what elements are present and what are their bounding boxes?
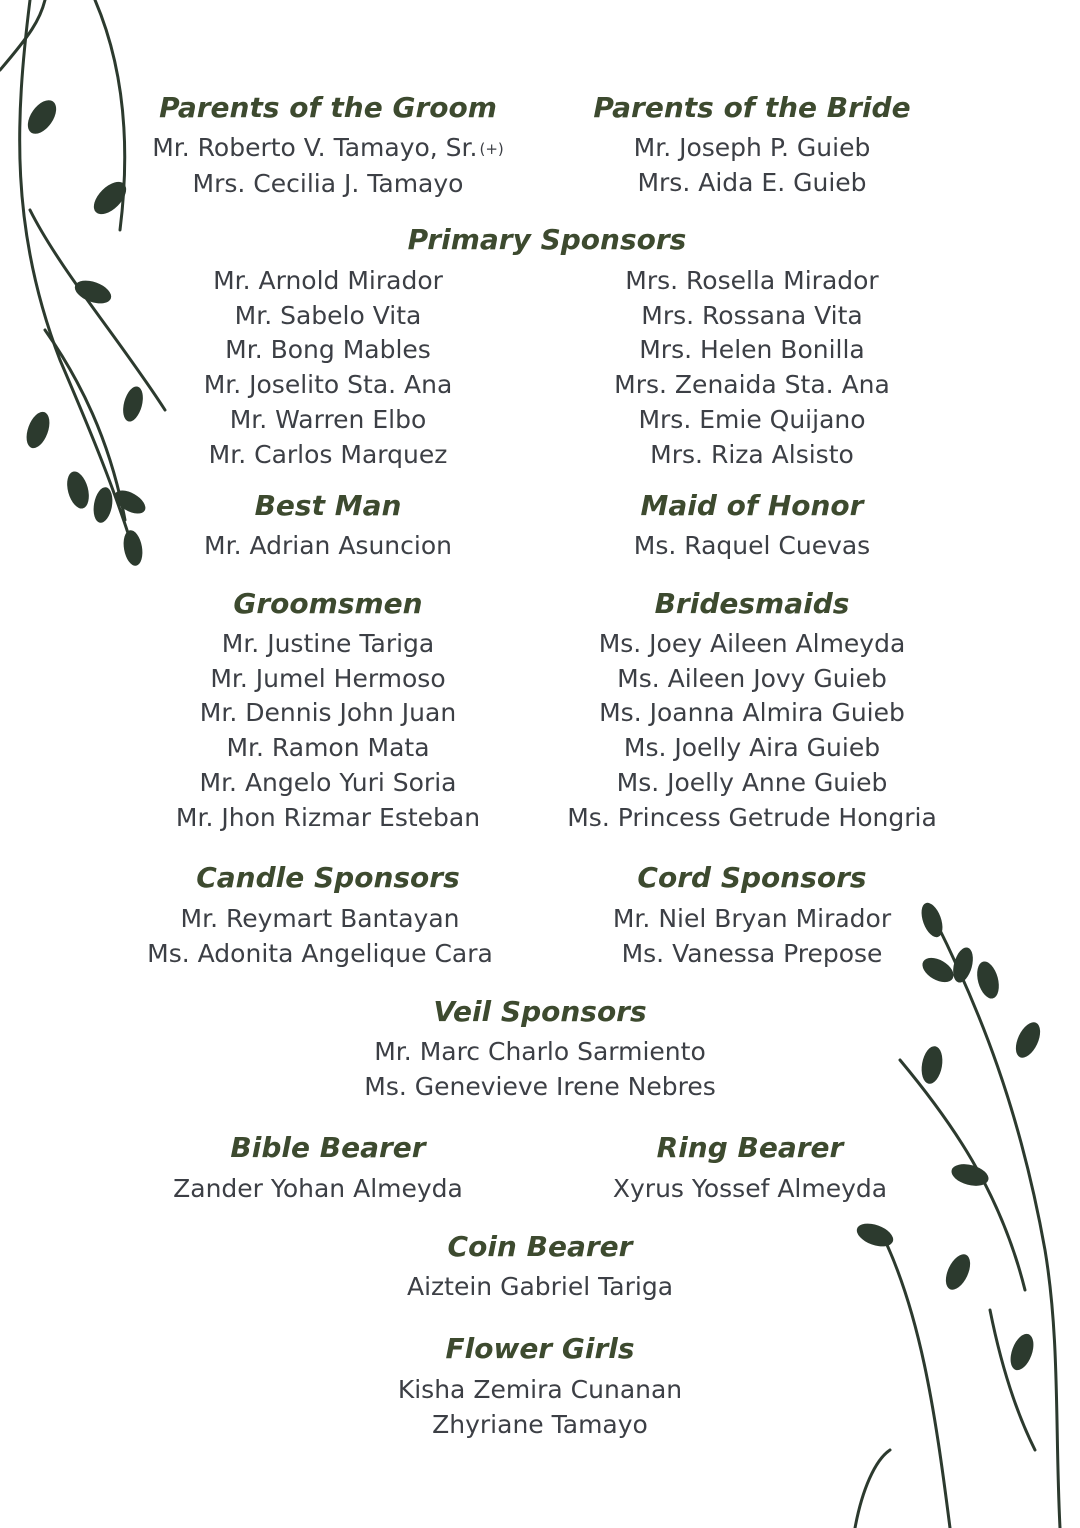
name-line: Mrs. Emie Quijano xyxy=(638,404,866,434)
section-heading-maid-of-honor: Maid of Honor xyxy=(640,489,864,522)
name-line: Mr. Carlos Marquez xyxy=(208,439,448,469)
name-line: Mr. Roberto V. Tamayo, Sr. (+) xyxy=(152,133,504,162)
bible-bearer-list xyxy=(173,1172,463,1207)
section-heading-groomsmen: Groomsmen xyxy=(233,587,423,620)
name-line: Mr. Angelo Yuri Soria xyxy=(199,767,457,797)
name-line: Ms. Joelly Aira Guieb xyxy=(623,733,881,763)
name-line: Mrs. Aida E. Guieb xyxy=(637,167,867,197)
name-line: Xyrus Yossef Almeyda xyxy=(612,1174,888,1203)
section-heading-candle-sponsors: Candle Sponsors xyxy=(196,861,460,894)
section-heading-coin-bearer: Coin Bearer xyxy=(447,1230,633,1263)
section-heading-parents-bride: Parents of the Bride xyxy=(593,91,911,124)
name-line: Mr. Marc Charlo Sarmiento xyxy=(374,1037,706,1066)
name-line: Ms. Princess Getrude Hongria xyxy=(567,802,937,832)
name-line: Mr. Niel Bryan Mirador xyxy=(612,904,892,933)
cord-sponsors-list xyxy=(613,902,891,971)
coin-bearer-list xyxy=(407,1270,673,1305)
name-line: Ms. Joelly Anne Guieb xyxy=(616,767,888,797)
name-line: Mr. Adrian Asuncion xyxy=(204,531,452,560)
name-line: Mr. Reymart Bantayan xyxy=(180,904,460,933)
bridesmaids-list xyxy=(567,627,937,835)
flower-girls-list xyxy=(398,1373,682,1442)
name-line: Mr. Justine Tariga xyxy=(221,629,435,658)
name-line: Mrs. Helen Bonilla xyxy=(639,335,865,365)
name-line: Mr. Warren Elbo xyxy=(229,404,427,434)
groomsmen-list xyxy=(176,627,480,835)
name-line: Ms. Vanessa Prepose xyxy=(621,938,883,968)
primary-sponsors-left-list xyxy=(204,264,453,472)
name-line: Zhyriane Tamayo xyxy=(432,1409,648,1439)
name-line: Mr. Jhon Rizmar Esteban xyxy=(175,802,481,832)
name-line: Mrs. Zenaida Sta. Ana xyxy=(614,370,890,400)
section-heading-veil-sponsors: Veil Sponsors xyxy=(433,995,647,1028)
name-line: Mrs. Rossana Vita xyxy=(641,300,863,330)
section-heading-best-man: Best Man xyxy=(254,489,402,522)
name-line: Mrs. Riza Alsisto xyxy=(650,439,854,469)
name-line: Ms. Raquel Cuevas xyxy=(633,531,871,560)
name-line: Mr. Joselito Sta. Ana xyxy=(203,370,453,400)
section-heading-cord-sponsors: Cord Sponsors xyxy=(637,861,867,894)
name-line: Ms. Joey Aileen Almeyda xyxy=(598,629,906,658)
name-line: Mr. Ramon Mata xyxy=(226,733,430,763)
ring-bearer-list xyxy=(613,1172,887,1207)
veil-sponsors-list xyxy=(364,1035,715,1104)
section-heading-primary-sponsors: Primary Sponsors xyxy=(407,223,687,256)
section-heading-parents-groom: Parents of the Groom xyxy=(159,91,497,124)
name-line: Ms. Aileen Jovy Guieb xyxy=(617,663,887,693)
best-man-list xyxy=(204,529,452,564)
vine-leaf-icon xyxy=(840,890,1080,1528)
name-line: Kisha Zemira Cunanan xyxy=(397,1375,683,1404)
parents-bride-list xyxy=(634,131,871,200)
deceased-marker: (+) xyxy=(479,140,504,158)
name-line: Ms. Adonita Angelique Cara xyxy=(147,938,493,968)
name-line: Mr. Jumel Hermoso xyxy=(210,663,446,693)
name-line: Mr. Arnold Mirador xyxy=(213,266,443,295)
name-line: Aiztein Gabriel Tariga xyxy=(406,1272,674,1301)
section-heading-bible-bearer: Bible Bearer xyxy=(230,1131,426,1164)
name-line: Mr. Bong Mables xyxy=(225,335,431,365)
maid-of-honor-list xyxy=(634,529,870,564)
section-heading-flower-girls: Flower Girls xyxy=(445,1332,635,1365)
name-line: Mr. Sabelo Vita xyxy=(234,300,422,330)
section-heading-ring-bearer: Ring Bearer xyxy=(656,1131,844,1164)
parents-groom-list xyxy=(152,131,504,201)
name-line: Ms. Joanna Almira Guieb xyxy=(599,698,905,728)
candle-sponsors-list xyxy=(147,902,493,971)
section-heading-bridesmaids: Bridesmaids xyxy=(654,587,850,620)
name-line: Mrs. Rosella Mirador xyxy=(625,266,879,295)
name-line: Zander Yohan Almeyda xyxy=(173,1174,463,1203)
name-line: Mr. Dennis John Juan xyxy=(199,698,457,728)
name-line: Mr. Joseph P. Guieb xyxy=(633,133,871,162)
primary-sponsors-right-list xyxy=(614,264,890,472)
name-line: Ms. Genevieve Irene Nebres xyxy=(364,1071,716,1101)
name-line: Mrs. Cecilia J. Tamayo xyxy=(192,168,464,198)
vine-leaf-icon xyxy=(0,0,200,580)
